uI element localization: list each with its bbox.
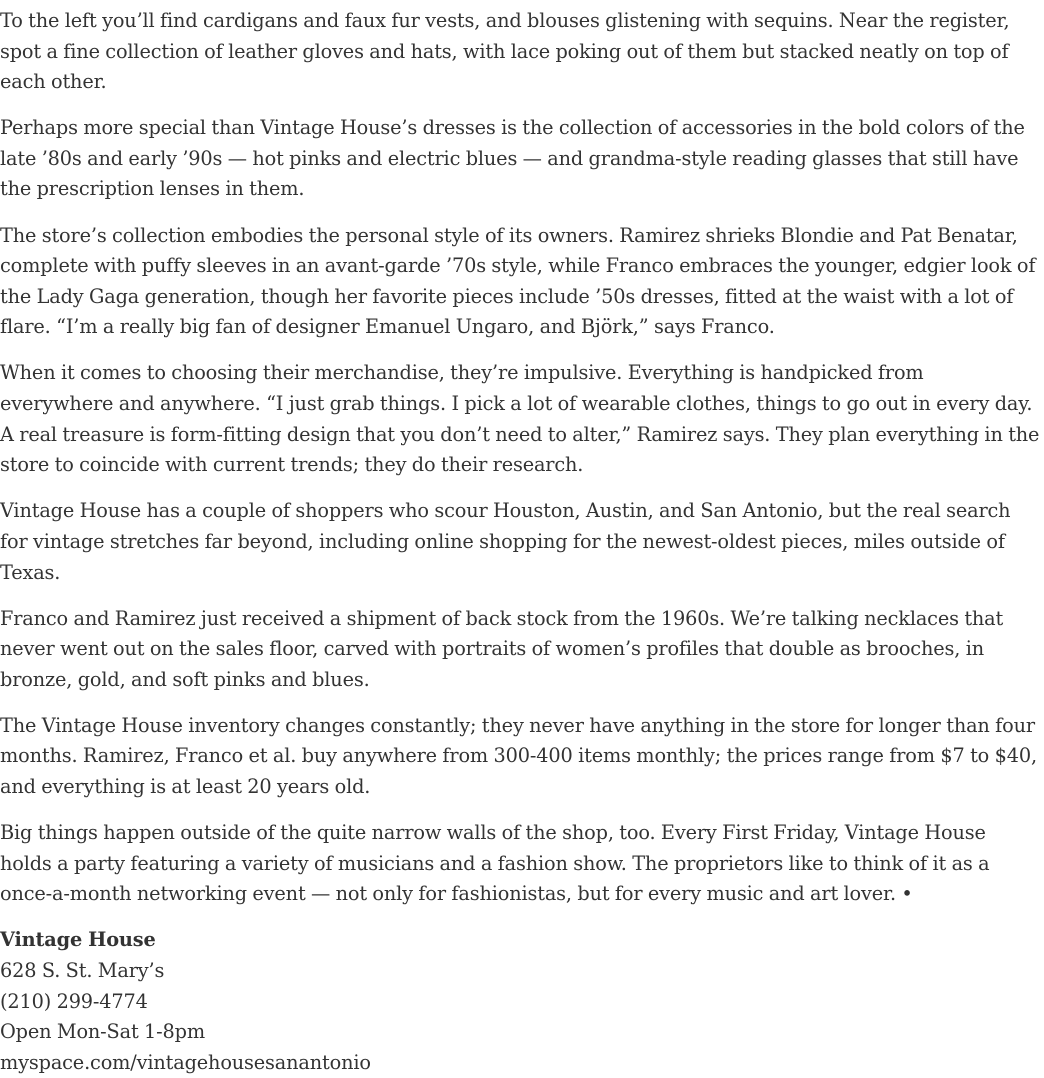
paragraph-back-stock: Franco and Ramirez just received a shipment of back stock from the 1960s. We’re talking necklaces that never went out on the sales floor, carved with portraits of women’s profiles that double as brooches, in bronze, gold, and soft pinks and blues. [0,606,1004,691]
paragraph-cardigans: To the left you’ll find cardigans and faux fur vests, and blouses glistening with sequins. Near the register, spot a fine collection of leather gloves and hats, with lace poking out of them but stacked neatly on top of each other. [0,9,1010,94]
store-address: 628 S. St. Mary’s [0,959,165,983]
store-phone: (210) 299-4774 [0,989,148,1013]
paragraph-first-friday: Big things happen outside of the quite narrow walls of the shop, too. Every First Friday, Vintage House holds a party featuring a variety of musicians and a fashion show. The proprietors like to think of it as a once-a-month networking event — not only for fashionistas, but for every music and art lover. • [0,821,990,906]
store-info [0,925,1040,1078]
store-name: Vintage House [0,928,156,952]
store-website: myspace.com/vintagehousesanantonio [0,1050,371,1074]
paragraph-shoppers: Vintage House has a couple of shoppers who scour Houston, Austin, and San Antonio, but the real search for vintage stretches far beyond, including online shopping for the newest-oldest pieces, miles outside of Texas. [0,499,1011,584]
paragraph-inventory: The Vintage House inventory changes constantly; they never have anything in the store for longer than four months. Ramirez, Franco et al. buy anywhere from 300-400 items monthly; the prices range from $7 to $40, and everything is at least 20 years old. [0,713,1037,799]
article-body [0,6,1040,1078]
paragraph-merchandise: When it comes to choosing their merchandise, they’re impulsive. Everything is handpicked from everywhere and anywhere. “I just grab things. I pick a lot of wearable clothes, things to go out in every day. A real treasure is form-fitting design that you don’t need to alter,” Ramirez says. They plan everything in the store to coincide with current trends; they do their research. [0,361,1040,477]
paragraph-owners-style: The store’s collection embodies the personal style of its owners. Ramirez shrieks Blondie and Pat Benatar, complete with puffy sleeves in an avant-garde ’70s style, while Franco embraces the younger, edgier look of the Lady Gaga generation, though her favorite pieces include ’50s dresses, fitted at the waist with a lot of flare. “I’m a really big fan of designer Emanuel Ungaro, and Björk,” says Franco. [0,223,1036,339]
store-hours: Open Mon-Sat 1-8pm [0,1020,205,1044]
paragraph-accessories: Perhaps more special than Vintage House’s dresses is the collection of accessories in the bold colors of the late ’80s and early ’90s — hot pinks and electric blues — and grandma-style reading glasses that still have the prescription lenses in them. [0,116,1025,201]
